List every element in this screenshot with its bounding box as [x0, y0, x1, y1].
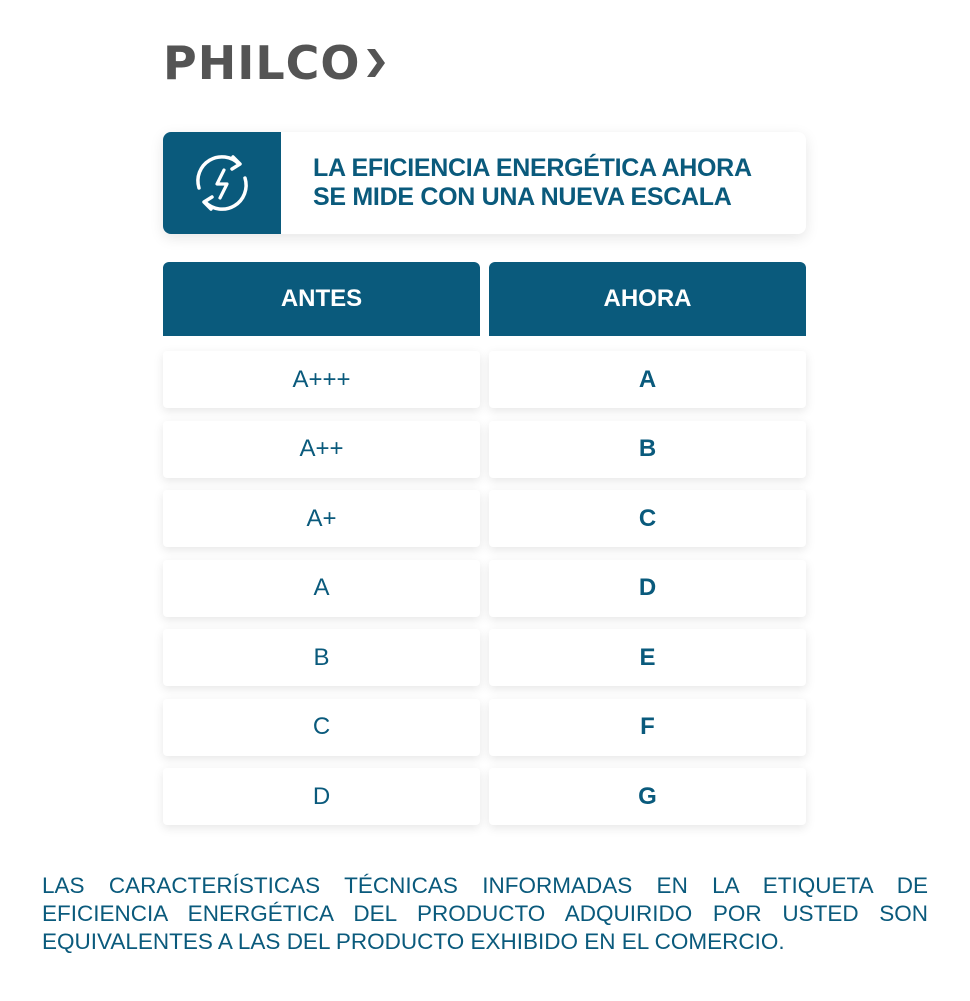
banner-title-line1: LA EFICIENCIA ENERGÉTICA AHORA [313, 154, 752, 182]
cell-now: G [489, 768, 806, 825]
table-row [163, 629, 806, 686]
table-row [163, 351, 806, 408]
cell-before: C [163, 699, 480, 756]
efficiency-table [163, 351, 806, 838]
cell-before: D [163, 768, 480, 825]
cell-before: A++ [163, 421, 480, 478]
disclaimer-text: LAS CARACTERÍSTICAS TÉCNICAS INFORMADAS EN LA ETIQUETA DE EFICIENCIA ENERGÉTICA DEL PRODUCTO ADQUIRIDO POR USTED SON EQUIVALENTES A LAS DEL PRODUCTO EXHIBIDO EN EL COMERCIO. [42, 873, 928, 954]
cell-before: A [163, 560, 480, 617]
table-row [163, 560, 806, 617]
table-row [163, 421, 806, 478]
cell-before: A+++ [163, 351, 480, 408]
logo-text: PHILCO [163, 36, 361, 90]
banner-title-line2: SE MIDE CON UNA NUEVA ESCALA [313, 183, 732, 211]
banner-title [313, 154, 793, 212]
info-banner [163, 132, 806, 234]
column-header-before: ANTES [163, 262, 480, 336]
cell-now: E [489, 629, 806, 686]
energy-refresh-icon [187, 148, 257, 218]
column-header-now: AHORA [489, 262, 806, 336]
table-row [163, 490, 806, 547]
brand-logo [163, 36, 387, 90]
cell-now: F [489, 699, 806, 756]
table-row [163, 699, 806, 756]
banner-icon-box [163, 132, 281, 234]
cell-before: A+ [163, 490, 480, 547]
cell-now: D [489, 560, 806, 617]
cell-now: C [489, 490, 806, 547]
cell-now: A [489, 351, 806, 408]
table-row [163, 768, 806, 825]
chevron-right-icon [365, 45, 387, 81]
cell-before: B [163, 629, 480, 686]
cell-now: B [489, 421, 806, 478]
